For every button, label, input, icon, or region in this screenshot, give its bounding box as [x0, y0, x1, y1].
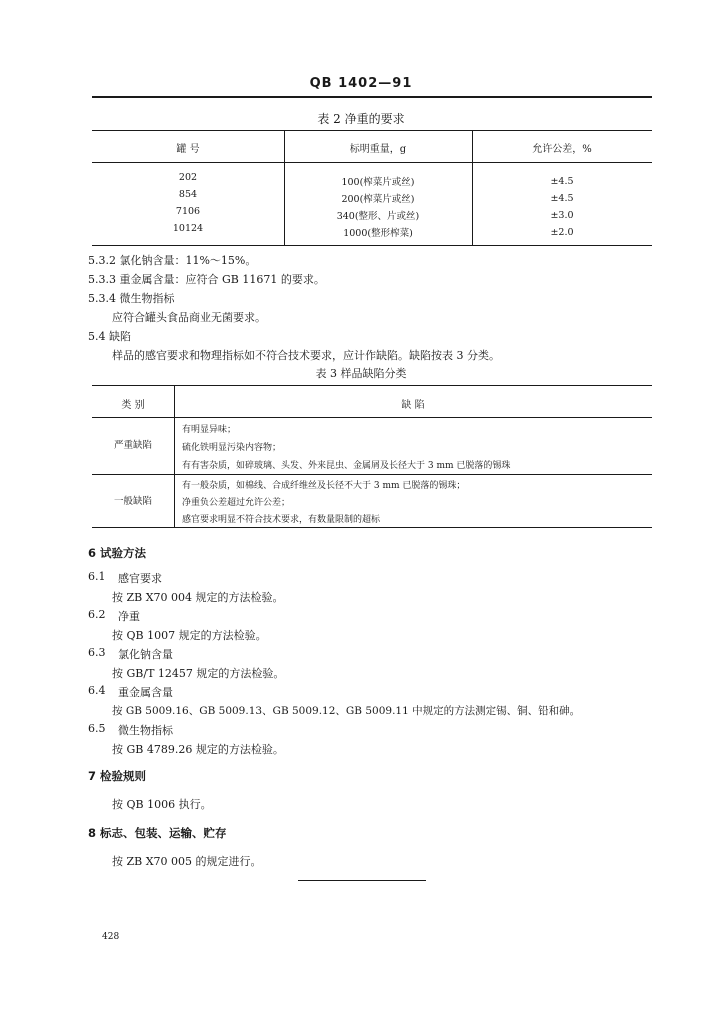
- table3-bottom-rule: [92, 527, 652, 528]
- clause-6-3-num: 6.3: [88, 646, 106, 659]
- section-8-body: 按 ZB X70 005 的规定进行。: [112, 855, 262, 868]
- clause-5-3-2: 5.3.2 氯化钠含量：11%～15%。: [88, 254, 257, 267]
- general-defect-item: 净重负公差超过允许公差；: [182, 498, 291, 508]
- clause-6-4-body: 按 GB 5009.16、GB 5009.13、GB 5009.12、GB 5009.11 中规定的方法测定锡、铜、铅和砷。: [112, 705, 581, 717]
- clause-6-5-body: 按 GB 4789.26 规定的方法检验。: [112, 743, 284, 756]
- general-defect-item: 感官要求明显不符合技术要求，有数量限制的超标: [182, 515, 381, 525]
- clause-6-2-body: 按 QB 1007 规定的方法检验。: [112, 629, 267, 642]
- table2-cell: ±2.0: [550, 227, 574, 238]
- table3-mid-rule: [92, 474, 652, 475]
- clause-5-4: 5.4 缺陷: [88, 330, 131, 343]
- clause-6-1-title: 感官要求: [118, 572, 162, 585]
- severe-defect-item: 有明显异味；: [182, 425, 237, 435]
- clause-6-2-num: 6.2: [88, 608, 106, 621]
- section-7-body: 按 QB 1006 执行。: [112, 798, 212, 811]
- table2-cell: 340(整形、片或丝): [336, 211, 420, 222]
- table3-col-header-defect: 缺 陷: [401, 400, 425, 411]
- table2-cell: ±3.0: [550, 210, 574, 221]
- section-7-title: 7 检验规则: [88, 769, 147, 783]
- table2-cell: ±4.5: [550, 193, 574, 204]
- clause-5-4-body: 样品的感官要求和物理指标如不符合技术要求，应计作缺陷。缺陷按表 3 分类。: [112, 349, 500, 362]
- table2-bottom-rule: [92, 245, 652, 246]
- clause-6-3-title: 氯化钠含量: [118, 648, 173, 661]
- clause-6-5-title: 微生物指标: [118, 724, 173, 737]
- table2-col-header-tolerance: 允许公差，%: [532, 144, 592, 155]
- table3-top-rule: [92, 385, 652, 386]
- clause-6-4-title: 重金属含量: [118, 686, 173, 699]
- table2-col-header-can: 罐 号: [176, 144, 200, 155]
- clause-6-3-body: 按 GB/T 12457 规定的方法检验。: [112, 667, 285, 680]
- table3-caption: 表 3 样品缺陷分类: [315, 367, 407, 380]
- table2-header-rule: [92, 162, 652, 163]
- severe-defect-item: 有有害杂质，如碎玻璃、头发、外来昆虫、金属屑及长径大于 3 mm 已脱落的锡珠: [182, 461, 511, 471]
- clause-6-4-num: 6.4: [88, 684, 106, 697]
- page-number: 428: [102, 932, 120, 942]
- general-defect-label: 一般缺陷: [113, 496, 152, 507]
- table2-cell: 100(榨菜片或丝): [341, 177, 415, 188]
- clause-6-1-num: 6.1: [88, 570, 106, 583]
- severe-defect-item: 硫化铁明显污染内容物；: [182, 443, 282, 453]
- table2-cell: ±4.5: [550, 176, 574, 187]
- table2-cell: 200(榨菜片或丝): [341, 194, 415, 205]
- clause-6-1-body: 按 ZB X70 004 规定的方法检验。: [112, 591, 284, 604]
- severe-defect-label: 严重缺陷: [113, 440, 152, 451]
- section-6-title: 6 试验方法: [88, 546, 147, 560]
- table3-col-header-category: 类 别: [121, 400, 145, 411]
- clause-6-5-num: 6.5: [88, 722, 106, 735]
- table2-cell: 854: [178, 189, 198, 200]
- header-rule: [92, 96, 652, 98]
- clause-5-3-4: 5.3.4 微生物指标: [88, 292, 175, 305]
- clause-5-3-3: 5.3.3 重金属含量：应符合 GB 11671 的要求。: [88, 273, 325, 286]
- table2-cell: 10124: [172, 223, 204, 234]
- table2-cell: 1000(整形榨菜): [343, 228, 413, 239]
- section-8-title: 8 标志、包装、运输、贮存: [88, 826, 227, 840]
- document-header: QB 1402—91: [309, 76, 413, 91]
- general-defect-item: 有一般杂质，如棉线、合成纤维丝及长径不大于 3 mm 已脱落的锡珠；: [182, 481, 466, 491]
- end-rule: [298, 880, 426, 881]
- table2-cell: 202: [178, 172, 198, 183]
- clause-6-2-title: 净重: [118, 610, 140, 623]
- table2-col-header-weight: 标明重量，g: [349, 144, 407, 155]
- clause-5-3-4-body: 应符合罐头食品商业无菌要求。: [112, 311, 266, 324]
- table2-top-rule: [92, 130, 652, 131]
- table2-cell: 7106: [175, 206, 201, 217]
- table3-header-rule: [92, 417, 652, 418]
- table2-caption: 表 2 净重的要求: [317, 112, 405, 126]
